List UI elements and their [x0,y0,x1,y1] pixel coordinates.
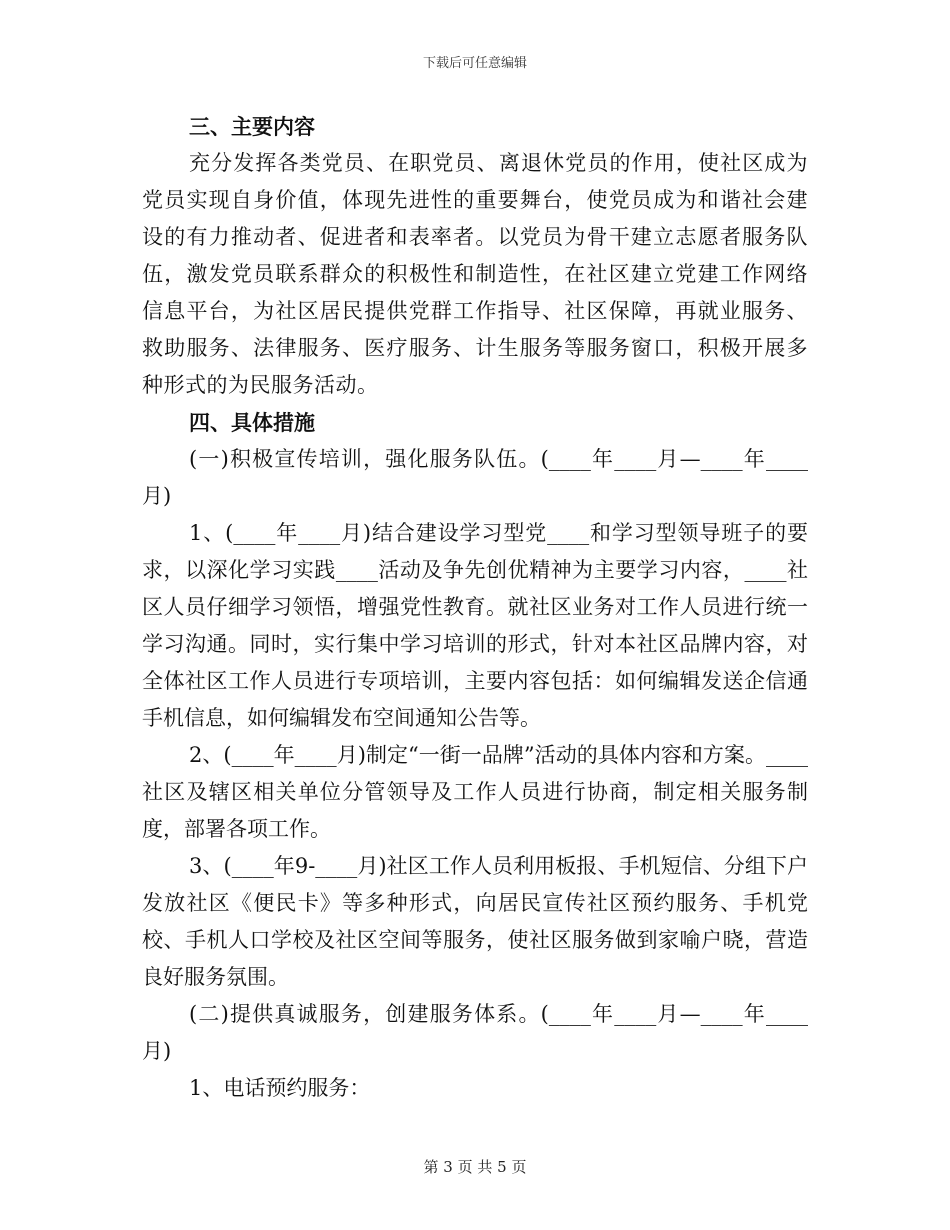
document-body [142,108,808,1107]
page-header: 下载后可任意编辑 [422,56,527,71]
paragraph-measure-1-item-1: 1、(____年____月)结合建设学习型党____和学习型领导班子的要求，以深化学习实践____活动及争先创优精神为主要学习内容，____社区人员仔细学习领悟，增强党性教育。就社区业务对工作人员进行统一学习沟通。同时，实行集中学习培训的形式，针对本社区品牌内容，对全体社区工作人员进行专项培训，主要内容包括：如何编辑发送企信通手机信息，如何编辑发布空间通知公告等。 [142,521,808,730]
paragraph-measure-2-item-1: 1、电话预约服务： [189,1076,371,1100]
paragraph-measure-2: (二)提供真诚服务，创建服务体系。(____年____月—____年____月) [142,1002,808,1063]
paragraph-main-content: 充分发挥各类党员、在职党员、离退休党员的作用，使社区成为党员实现自身价值，体现先进性的重要舞台，使党员成为和谐社会建设的有力推动者、促进者和表率者。以党员为骨干建立志愿者服务队伍，激发党员联系群众的积极性和制造性，在社区建立党建工作网络信息平台，为社区居民提供党群工作指导、社区保障，再就业服务、救助服务、法律服务、医疗服务、计生服务等服务窗口，积极开展多种形式的为民服务活动。 [142,151,808,397]
page-number: 第 3 页 共 5 页 [423,1158,527,1176]
section-heading-specific-measures: 四、具体措施 [189,410,315,435]
section-heading-main-content: 三、主要内容 [189,114,315,139]
paragraph-measure-1: (一)积极宣传培训，强化服务队伍。(____年____月—____年____月) [142,447,808,508]
paragraph-measure-1-item-2: 2、(____年____月)制定“一街一品牌”活动的具体内容和方案。____社区及辖区相关单位分管领导及工作人员进行协商，制定相关服务制度，部署各项工作。 [142,743,808,841]
paragraph-measure-1-item-3: 3、(____年9-____月)社区工作人员利用板报、手机短信、分组下户发放社区《便民卡》等多种形式，向居民宣传社区预约服务、手机党校、手机人口学校及社区空间等服务，使社区服务做到家喻户晓，营造良好服务氛围。 [142,854,808,989]
